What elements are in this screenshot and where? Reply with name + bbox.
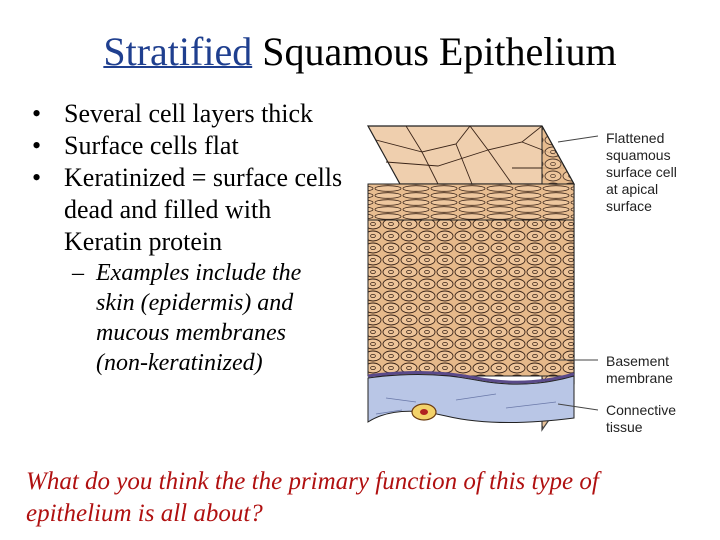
sub-bullet-continuation: skin (epidermis) and <box>96 290 294 316</box>
bullet-text: Several cell layers thick <box>64 99 314 128</box>
discussion-question: What do you think the the primary function of this type of epithelium is all about? <box>26 468 599 527</box>
bullet-dot: • <box>32 99 42 128</box>
bullet-item <box>30 130 342 162</box>
bullet-list <box>30 98 342 378</box>
sub-bullet-continuation: mucous membranes <box>96 320 286 346</box>
bullet-dot: • <box>32 131 42 160</box>
label-surface: Flattened squamous surface cell at apical surface <box>606 130 677 214</box>
bullet-continuation: Keratin protein <box>64 227 223 256</box>
bullet-continuation: dead and filled with <box>64 195 272 224</box>
sub-bullet-text: Examples include the <box>96 260 302 286</box>
bullet-text: Surface cells flat <box>64 131 239 160</box>
sub-bullet-continuation: (non-keratinized) <box>96 350 263 376</box>
label-connective-tissue: Connective tissue <box>606 402 677 435</box>
epithelium-diagram <box>346 122 598 442</box>
title-link[interactable]: Stratified <box>103 29 253 74</box>
bullet-text: Keratinized = surface cells <box>64 163 343 192</box>
cell-layers <box>368 220 574 376</box>
slide-title <box>0 26 720 78</box>
sub-bullet-dash: – <box>72 260 84 286</box>
sub-bullet-item <box>30 258 342 288</box>
title-rest: Squamous Epithelium <box>252 29 617 74</box>
label-basement-membrane: Basement membrane <box>606 353 673 386</box>
bullet-dot: • <box>32 163 42 192</box>
flattened-layer <box>368 184 574 220</box>
bullet-item <box>30 98 342 130</box>
bullet-item <box>30 162 342 194</box>
